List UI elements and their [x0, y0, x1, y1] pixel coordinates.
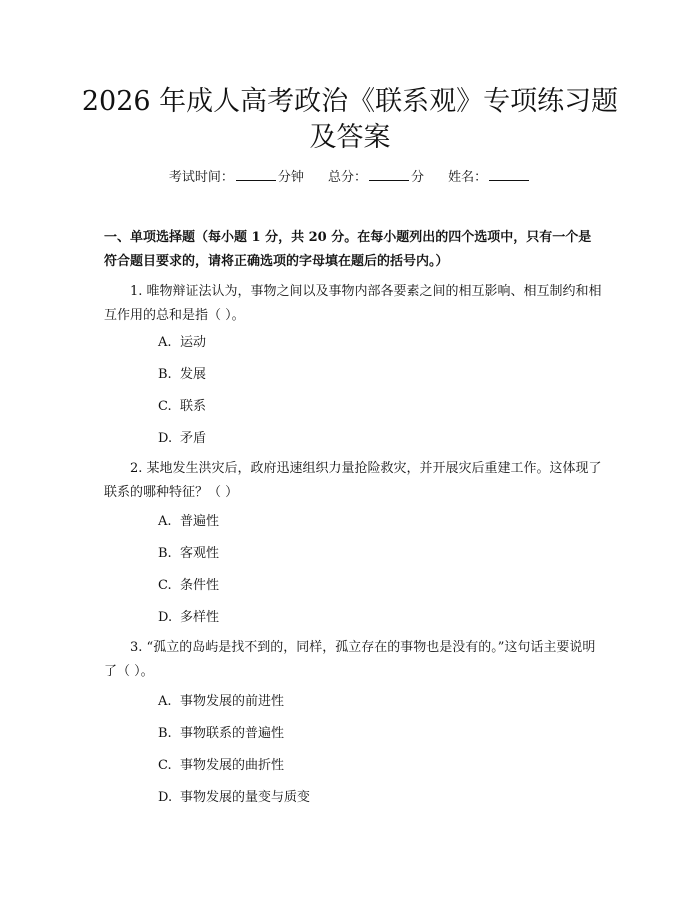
- option-letter: C.: [158, 399, 172, 414]
- option-3d: [158, 788, 310, 808]
- option-letter: B.: [158, 726, 172, 741]
- option-text: 事物发展的前进性: [180, 694, 285, 709]
- option-3c: [158, 756, 284, 776]
- option-2d: [158, 608, 219, 628]
- option-text: 多样性: [180, 610, 220, 625]
- time-unit: 分钟: [277, 170, 304, 185]
- name-label: 姓名：: [448, 170, 488, 185]
- option-letter: A.: [158, 335, 172, 350]
- option-2c: [158, 576, 219, 596]
- option-3a: [158, 692, 284, 712]
- option-text: 普遍性: [180, 514, 220, 529]
- option-1a: [158, 333, 206, 353]
- option-letter: A.: [158, 694, 172, 709]
- option-letter: C.: [158, 758, 172, 773]
- option-text: 条件性: [180, 578, 220, 593]
- option-letter: B.: [158, 546, 172, 561]
- option-text: 矛盾: [180, 431, 207, 446]
- option-2b: [158, 544, 219, 564]
- score-unit: 分: [411, 170, 425, 185]
- option-letter: C.: [158, 578, 172, 593]
- question-text: 某地发生洪灾后，政府迅速组织力量抢险救灾，并开展灾后重建工作。这体现了联系的哪种特征？（ ）: [104, 461, 602, 500]
- question-1: [104, 280, 604, 328]
- time-label: 考试时间：: [168, 170, 234, 185]
- question-number: 1.: [130, 284, 143, 299]
- question-text: “孤立的岛屿是找不到的，同样，孤立存在的事物也是没有的。”这句话主要说明了（ ）。: [104, 640, 596, 679]
- option-text: 事物发展的曲折性: [180, 758, 285, 773]
- score-blank: [369, 168, 409, 181]
- option-text: 事物发展的量变与质变: [180, 790, 311, 805]
- score-field: [328, 168, 424, 188]
- question-number: 3.: [130, 640, 143, 655]
- option-letter: D.: [158, 431, 173, 446]
- page-title-line1: 2026 年成人高考政治《联系观》专项练习题: [81, 86, 619, 117]
- page-title-line2: 及答案: [309, 122, 391, 153]
- name-blank: [489, 168, 529, 181]
- question-3: [104, 636, 604, 684]
- option-1c: [158, 397, 206, 417]
- option-text: 联系: [180, 399, 207, 414]
- option-2a: [158, 512, 219, 532]
- exam-meta: [0, 168, 700, 188]
- option-letter: A.: [158, 514, 172, 529]
- option-text: 运动: [180, 335, 207, 350]
- section-heading: 一、单项选择题（每小题 1 分，共 20 分。在每小题列出的四个选项中，只有一个是符合题目要求的，请将正确选项的字母填在题后的括号内。）: [104, 230, 592, 269]
- question-2: [104, 457, 604, 505]
- option-letter: B.: [158, 367, 172, 382]
- option-1b: [158, 365, 206, 385]
- option-text: 发展: [180, 367, 207, 382]
- time-field: [169, 168, 304, 188]
- score-label: 总分：: [327, 170, 367, 185]
- option-letter: D.: [158, 790, 173, 805]
- option-text: 事物联系的普遍性: [180, 726, 285, 741]
- option-1d: [158, 429, 206, 449]
- name-field: [448, 168, 531, 188]
- question-number: 2.: [130, 461, 143, 476]
- question-text: 唯物辩证法认为，事物之间以及事物内部各要素之间的相互影响、相互制约和相互作用的总和是指（ ）。: [104, 284, 602, 323]
- option-3b: [158, 724, 284, 744]
- time-blank: [236, 168, 276, 181]
- option-letter: D.: [158, 610, 173, 625]
- option-text: 客观性: [180, 546, 220, 561]
